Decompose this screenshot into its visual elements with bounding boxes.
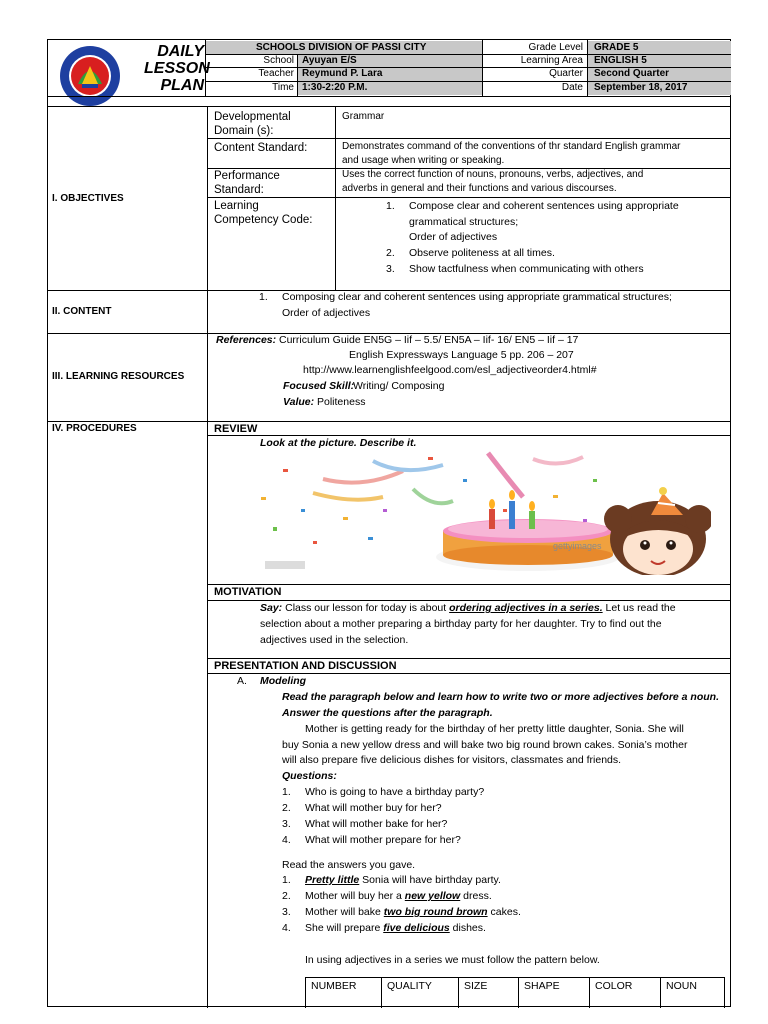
reference-line-1: Curriculum Guide EN5G – Iif – 5.5/ EN5A – Iif- 16/ EN5 – Iif – 17 bbox=[279, 334, 579, 346]
lesson-plan-page bbox=[47, 39, 731, 1007]
content-standard-line-2: and usage when writing or speaking. bbox=[342, 155, 505, 166]
say-topic: ordering adjectives in a series. bbox=[449, 602, 603, 614]
answer-line: Pretty little Sonia will have birthday party. bbox=[305, 874, 501, 886]
adjective-order-table bbox=[305, 977, 725, 1008]
answer-line: Mother will buy her a new yellow dress. bbox=[305, 890, 492, 902]
focused-skill-value: Writing/ Composing bbox=[353, 380, 445, 392]
motivation-say-line-1 bbox=[260, 601, 676, 617]
answer-line: She will prepare five delicious dishes. bbox=[305, 922, 486, 934]
modeling-instruction-1: Read the paragraph below and learn how to write two or more adjectives before a noun. bbox=[282, 691, 719, 703]
learning-competency-label-1: Learning bbox=[214, 200, 259, 212]
content-section-label: II. CONTENT bbox=[52, 306, 112, 317]
pattern-column-header: COLOR bbox=[595, 980, 633, 992]
teacher-value: Reymund P. Lara bbox=[302, 68, 383, 79]
question-text: What will mother prepare for her? bbox=[305, 834, 461, 846]
lc-item-num: 1. bbox=[386, 200, 395, 212]
content-line-2: Order of adjectives bbox=[282, 307, 371, 319]
focused-skill-label: Focused Skill: bbox=[283, 380, 355, 392]
resources-section-label: III. LEARNING RESOURCES bbox=[52, 371, 185, 382]
answer-adjectives: two big round brown bbox=[383, 906, 488, 918]
content-line-1: Composing clear and coherent sentences using appropriate grammatical structures; bbox=[282, 291, 672, 303]
answer-line: Mother will bake two big round brown cakes. bbox=[305, 906, 521, 918]
question-num: 4. bbox=[282, 834, 291, 846]
time-value: 1:30-2:20 P.M. bbox=[302, 82, 368, 93]
lc-item-text: Observe politeness at all times. bbox=[409, 247, 555, 259]
title-lesson: LESSON bbox=[144, 60, 210, 77]
modeling-letter: A. bbox=[237, 675, 247, 687]
lc-item-text: Order of adjectives bbox=[409, 231, 498, 243]
story-line-1: Mother is getting ready for the birthday of her pretty little daughter, Sonia. She will bbox=[305, 723, 684, 735]
question-num: 1. bbox=[282, 786, 291, 798]
pattern-column-header: NOUN bbox=[666, 980, 697, 992]
pattern-column-header: QUALITY bbox=[387, 980, 432, 992]
image-watermark: gettyimages bbox=[553, 541, 602, 551]
date-label: Date bbox=[561, 82, 583, 93]
school-value: Ayuyan E/S bbox=[302, 55, 357, 66]
review-prompt: Look at the picture. Describe it. bbox=[260, 437, 417, 449]
title-daily: DAILY bbox=[157, 43, 204, 60]
references-label: References: bbox=[216, 334, 277, 346]
answer-num: 4. bbox=[282, 922, 291, 934]
content-item-num: 1. bbox=[259, 291, 268, 303]
grade-value: GRADE 5 bbox=[594, 42, 639, 53]
answer-num: 3. bbox=[282, 906, 291, 918]
question-num: 2. bbox=[282, 802, 291, 814]
reference-url: http://www.learnenglishfeelgood.com/esl_adjectiveorder4.html# bbox=[303, 364, 597, 376]
questions-heading: Questions: bbox=[282, 770, 337, 782]
question-text: Who is going to have a birthday party? bbox=[305, 786, 485, 798]
content-standard-line-1: Demonstrates command of the conventions of thr standard English grammar bbox=[342, 141, 681, 152]
answer-adjectives: five delicious bbox=[383, 922, 450, 934]
performance-standard-label-1: Performance bbox=[214, 170, 280, 182]
time-label: Time bbox=[272, 82, 294, 93]
story-line-3: will also prepare five delicious dishes for visitors, classmates and friends. bbox=[282, 754, 622, 766]
lc-item-num: 3. bbox=[386, 263, 395, 275]
birthday-illustration bbox=[253, 449, 711, 575]
value-value: Politeness bbox=[317, 396, 366, 408]
lc-item-num: 2. bbox=[386, 247, 395, 259]
grade-label: Grade Level bbox=[528, 42, 583, 53]
deped-passi-logo bbox=[58, 44, 122, 108]
school-label: School bbox=[263, 55, 294, 66]
dev-domain-label-2: Domain (s): bbox=[214, 125, 274, 137]
dev-domain-value: Grammar bbox=[342, 111, 385, 122]
lc-item-text: grammatical structures; bbox=[409, 216, 519, 228]
area-value: ENGLISH 5 bbox=[594, 55, 647, 66]
say-text-c: Let us read the bbox=[602, 602, 676, 614]
say-text-a: Class our lesson for today is about bbox=[285, 602, 450, 614]
question-text: What will mother bake for her? bbox=[305, 818, 448, 830]
pattern-column-header: SHAPE bbox=[524, 980, 560, 992]
pattern-column-header: SIZE bbox=[464, 980, 488, 992]
reference-line-2: English Expressways Language 5 pp. 206 – 207 bbox=[349, 349, 574, 361]
performance-standard-line-1: Uses the correct function of nouns, pronouns, verbs, adjectives, and bbox=[342, 169, 644, 180]
answer-num: 1. bbox=[282, 874, 291, 886]
motivation-heading: MOTIVATION bbox=[214, 586, 282, 598]
modeling-instruction-2: Answer the questions after the paragraph. bbox=[282, 707, 493, 719]
procedures-section-label: IV. PROCEDURES bbox=[52, 423, 137, 434]
quarter-label: Quarter bbox=[549, 68, 583, 79]
question-text: What will mother buy for her? bbox=[305, 802, 442, 814]
modeling-heading: Modeling bbox=[260, 675, 307, 687]
lc-item-text: Compose clear and coherent sentences using appropriate bbox=[409, 200, 679, 212]
quarter-value: Second Quarter bbox=[594, 68, 670, 79]
pattern-intro: In using adjectives in a series we must follow the pattern below. bbox=[305, 954, 600, 966]
story-line-2: buy Sonia a new yellow dress and will bake two big round brown cakes. Sonia’s mother bbox=[282, 739, 688, 751]
question-num: 3. bbox=[282, 818, 291, 830]
presentation-heading: PRESENTATION AND DISCUSSION bbox=[214, 660, 397, 672]
answers-intro: Read the answers you gave. bbox=[282, 859, 416, 871]
learning-competency-label-2: Competency Code: bbox=[214, 214, 313, 226]
motivation-line-3: adjectives used in the selection. bbox=[260, 634, 409, 646]
date-value: September 18, 2017 bbox=[594, 82, 688, 93]
say-label: Say: bbox=[260, 602, 283, 614]
dev-domain-label-1: Developmental bbox=[214, 111, 291, 123]
answer-num: 2. bbox=[282, 890, 291, 902]
value-label: Value: bbox=[283, 396, 315, 408]
review-heading: REVIEW bbox=[214, 423, 258, 435]
division-name: SCHOOLS DIVISION OF PASSI CITY bbox=[256, 42, 427, 53]
teacher-label: Teacher bbox=[258, 68, 294, 79]
content-standard-label: Content Standard: bbox=[214, 142, 308, 154]
performance-standard-label-2: Standard: bbox=[214, 184, 264, 196]
answer-adjectives: Pretty little bbox=[305, 874, 360, 886]
objectives-section-label: I. OBJECTIVES bbox=[52, 193, 124, 204]
pattern-column-header: NUMBER bbox=[311, 980, 357, 992]
lc-item-text: Show tactfulness when communicating with others bbox=[409, 263, 644, 275]
motivation-line-2: selection about a mother preparing a birthday party for her daughter. Try to find out the bbox=[260, 618, 662, 630]
area-label: Learning Area bbox=[520, 55, 583, 66]
title-plan: PLAN bbox=[160, 77, 204, 94]
performance-standard-line-2: adverbs in general and their functions and various discourses. bbox=[342, 183, 617, 194]
answer-adjectives: new yellow bbox=[404, 890, 461, 902]
